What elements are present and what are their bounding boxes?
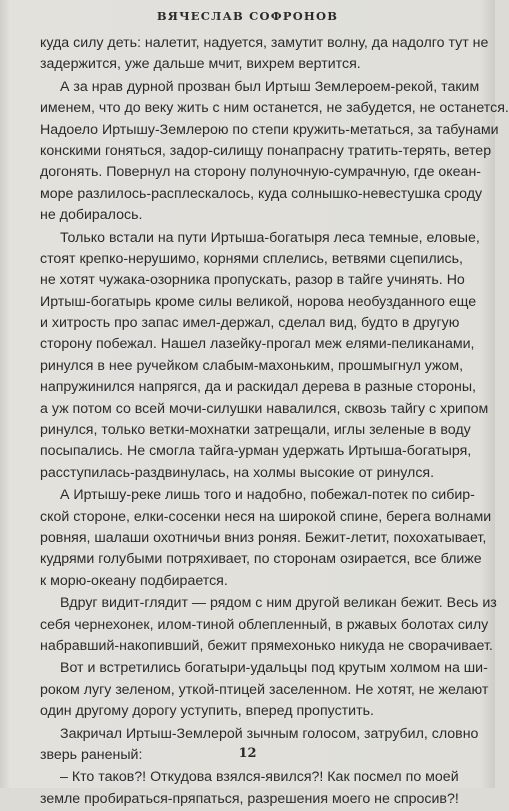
paragraph xyxy=(40,485,492,592)
text-line: набравший-накопивший, бежит прямехонько никуда не сворачивает. xyxy=(40,637,493,654)
text-line: один другому дорогу уступить, вперед пропустить. xyxy=(40,703,374,720)
text-line: задержится, уже дальше мчит, вихрем вертится. xyxy=(40,56,361,73)
text-line: стоят крепко-нерушимо, корнями сплелись, ветвями сцепились, xyxy=(40,250,463,267)
page-body-text xyxy=(40,33,509,811)
text-line: море разлилось-расплескалось, куда солнышко-невестушка сроду xyxy=(40,185,483,202)
text-line: земле пробираться-пряпаться, разрешения моего не спросив?! xyxy=(40,790,459,807)
text-line: посыпались. Не смогла тайга-урман удержать Иртыша-богатыря, xyxy=(40,443,472,460)
paragraph xyxy=(40,593,497,657)
text-line: конскими гоняться, задор-силищу понапрасну тратить-терять, ветер xyxy=(40,142,492,159)
text-line: роком лугу зеленом, уткой-птицей заселенном. Не хотят, не желают xyxy=(40,681,489,698)
text-line: Надоело Иртышу-Землерою по степи кружить-метаться, за табунами xyxy=(40,121,499,138)
paragraph xyxy=(40,33,489,76)
text-line: ринулся, только ветки-мохнатки затрещали, иглы зеленые в воду xyxy=(40,422,471,439)
paragraph xyxy=(40,77,509,227)
text-line: кудрями голубыми потряхивает, по сторонам озирается, все ближе xyxy=(40,551,482,568)
text-line: сторону побежал. Нашел лазейку-прогал меж елями-пеликанами, xyxy=(40,336,475,353)
text-line: – Кто таков?! Откудова взялся-явился?! Как посмел по моей xyxy=(60,769,459,786)
page-number: 12 xyxy=(238,746,257,761)
text-line: ровняя, шалаши охотничьи вниз роняя. Бежит-летит, похохатывает, xyxy=(40,529,487,546)
text-line: Вдруг видит-глядит — рядом с ним другой великан бежит. Весь из xyxy=(60,595,497,612)
text-line: ской стороне, елки-сосенки неся на широкой спине, берега волнами xyxy=(40,508,492,525)
text-line: куда силу деть: налетит, надуется, замутит волну, да надолго тут не xyxy=(40,35,489,51)
text-line: не хотят чужака-озорника пропускать, разор в тайге учинять. Но xyxy=(40,272,465,289)
running-header: ВЯЧЕСЛАВ СОФРОНОВ xyxy=(156,9,339,23)
text-line: ринулся в нее ручейком слабым-махоньким, прошмыгнул ужом, xyxy=(40,357,464,374)
text-line: А за нрав дурной прозван был Иртыш Землероем-рекой, таким xyxy=(60,78,480,95)
text-line: догонять. Повернул на сторону полуночную-сумрачную, где океан- xyxy=(40,164,482,181)
text-line: Вот и встретились богатыри-удальцы под крутым холмом на ши- xyxy=(60,660,488,677)
text-line: именем, что до веку жить с ним останется, не забудется, не останется. xyxy=(40,100,509,117)
paragraph xyxy=(40,228,489,485)
text-line: Иртыш-богатырь кроме силы великой, норова необузданного еще xyxy=(40,293,477,310)
text-line: расступилась-раздвинулась, на холмы высокие от ринулся. xyxy=(40,464,435,481)
paragraph xyxy=(40,767,459,810)
text-line: напружинился напрягся, да и раскидал дерева в разные стороны, xyxy=(40,379,476,396)
text-line: Только встали на пути Иртыша-богатыря леса темные, еловые, xyxy=(60,229,480,246)
text-line: Закричал Иртыш-Землерой зычным голосом, затрубил, словно xyxy=(60,725,479,742)
text-line: себя чернехонек, илом-тиной облепленный, в ржавых болотах силу xyxy=(40,616,489,633)
text-line: к морю-океану подбирается. xyxy=(40,572,228,589)
text-line: не добиралось. xyxy=(40,207,143,224)
paragraph xyxy=(40,658,489,722)
text-line: А Иртышу-реке лишь того и надобно, побежал-потек по сибир- xyxy=(60,487,475,504)
text-line: и хитрость про запас имел-держал, сделал вид, будто в другую xyxy=(40,315,460,332)
text-line: зверь раненый: xyxy=(40,746,143,763)
text-line: а уж потом со всей мочи-силушки навалился, сквозь тайгу с хрипом xyxy=(40,400,489,417)
